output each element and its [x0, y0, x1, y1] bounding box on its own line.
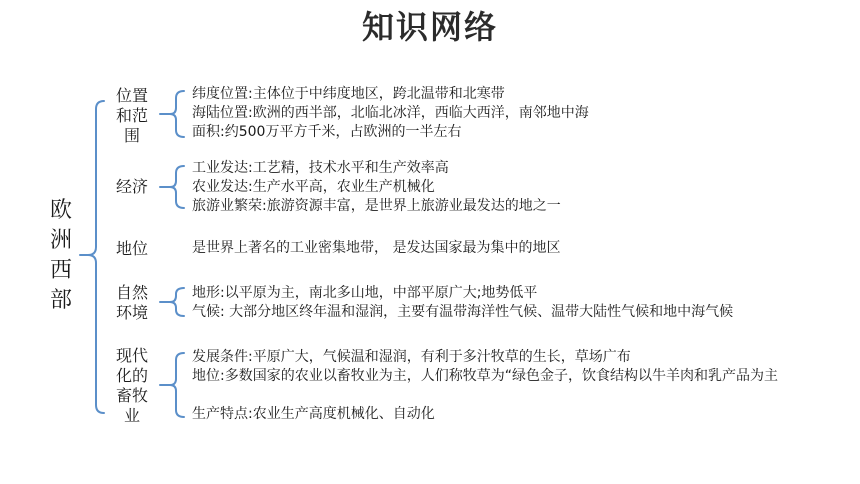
- root-char: 洲: [49, 228, 72, 253]
- item-conditions: 发展条件:平原广大，气候温和湿润，有利于多汁牧草的生长，草场广布: [192, 349, 631, 365]
- item-status: 是世界上著名的工业密集地带， 是发达国家最为集中的地区: [192, 240, 561, 256]
- brace-livestock: [170, 353, 184, 417]
- item-terrain: 地形:以平原为主，南北多山地，中部平原广大;地势低平: [192, 285, 538, 301]
- item-production: 生产特点:农业生产高度机械化、自动化: [192, 406, 435, 422]
- brace-nature: [170, 288, 184, 316]
- main-brace: [88, 101, 104, 413]
- root-char: 西: [49, 258, 72, 283]
- item-latitude: 纬度位置:主体位于中纬度地区，跨北温带和北寒带: [192, 86, 505, 102]
- brace-position: [170, 91, 184, 137]
- item-industry: 工业发达:工艺精，技术水平和生产效率高: [192, 160, 449, 176]
- item-climate: 气候: 大部分地区终年温和湿润，主要有温带海洋性气候、温带大陆性气候和地中海气候: [192, 304, 734, 320]
- branch-label-economy: 经济: [115, 177, 148, 196]
- branch-label-livestock: 现代化的畜牧业: [115, 346, 148, 425]
- root-char: 欧: [49, 198, 72, 223]
- branch-label-status: 地位: [115, 239, 148, 258]
- item-tourism: 旅游业繁荣:旅游资源丰富，是世界上旅游业最发达的地之一: [192, 198, 561, 214]
- branch-label-position: 位置和范围: [115, 86, 148, 145]
- item-livestock-status: 地位:多数国家的农业以畜牧业为主，人们称牧草为“绿色金子，饮食结构以牛羊肉和乳产品为主: [192, 368, 778, 384]
- root-char: 部: [49, 288, 72, 313]
- item-sea-land: 海陆位置:欧洲的西半部，北临北冰洋，西临大西洋，南邻地中海: [192, 105, 589, 121]
- item-area: 面积:约500万平方千米，占欧洲的一半左右: [192, 124, 462, 140]
- item-agriculture: 农业发达:生产水平高，农业生产机械化: [192, 179, 435, 195]
- brace-economy: [170, 166, 184, 208]
- branch-label-nature: 自然环境: [115, 283, 148, 322]
- root-node: [46, 196, 76, 316]
- page-title: 知识网络: [361, 8, 498, 46]
